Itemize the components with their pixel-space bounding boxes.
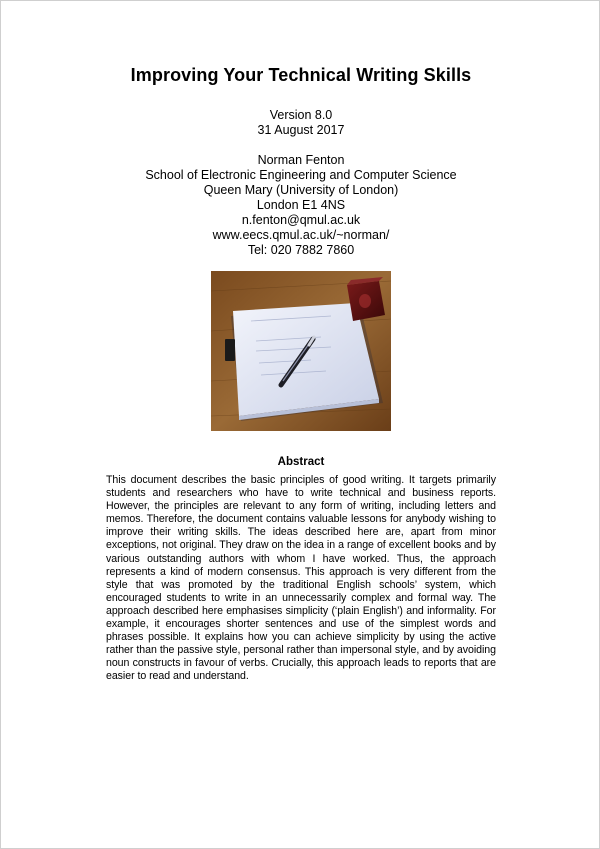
binder-clip (225, 339, 235, 361)
author-telephone: Tel: 020 7882 7860 (247, 243, 355, 257)
author-website: www.eecs.qmul.ac.uk/~norman/ (212, 228, 390, 242)
version-label: Version 8.0 (269, 108, 333, 122)
document-date: 31 August 2017 (257, 123, 345, 137)
author-address: London E1 4NS (256, 198, 346, 212)
author-email: n.fenton@qmul.ac.uk (241, 213, 361, 227)
author-name: Norman Fenton (257, 153, 345, 167)
document-title: Improving Your Technical Writing Skills (130, 65, 472, 85)
abstract-heading: Abstract (277, 456, 325, 468)
author-block (1, 153, 600, 258)
red-cube (347, 277, 385, 321)
desk-paper-pen-image (211, 271, 391, 431)
version-block (1, 108, 600, 138)
abstract-body: This document describes the basic principles of good writing. It targets primarily students and researchers who have to write technical and business reports. However, the principles are relevant to any form of writing, including letters and memos. Therefore, the document contains valuable lessons for anybody wishing to improve their writing skills. The ideas described here are, apart from minor exceptions, not original. They draw on the idea in a range of excellent books and by various outstanding authors with whom I have worked. Thus, the approach represents a kind of modern consensus. This approach is very different from the style that was promoted by the traditional English schools’ system, which encouraged students to write in an unnecessarily complex and formal way. The approach described here emphasises simplicity (‘plain English’) and informality. For example, it encourages shorter sentences and use of the simplest words and phrases possible. It explains how you can achieve simplicity by using the active rather than the passive style, personal rather than impersonal style, and by avoiding noun constructs in favour of verbs. Crucially, this approach leads to reports that are easier to read and understand. (106, 474, 496, 683)
cover-photo (211, 271, 391, 431)
author-department: School of Electronic Engineering and Computer Science (145, 168, 457, 182)
author-institution: Queen Mary (University of London) (203, 183, 399, 197)
